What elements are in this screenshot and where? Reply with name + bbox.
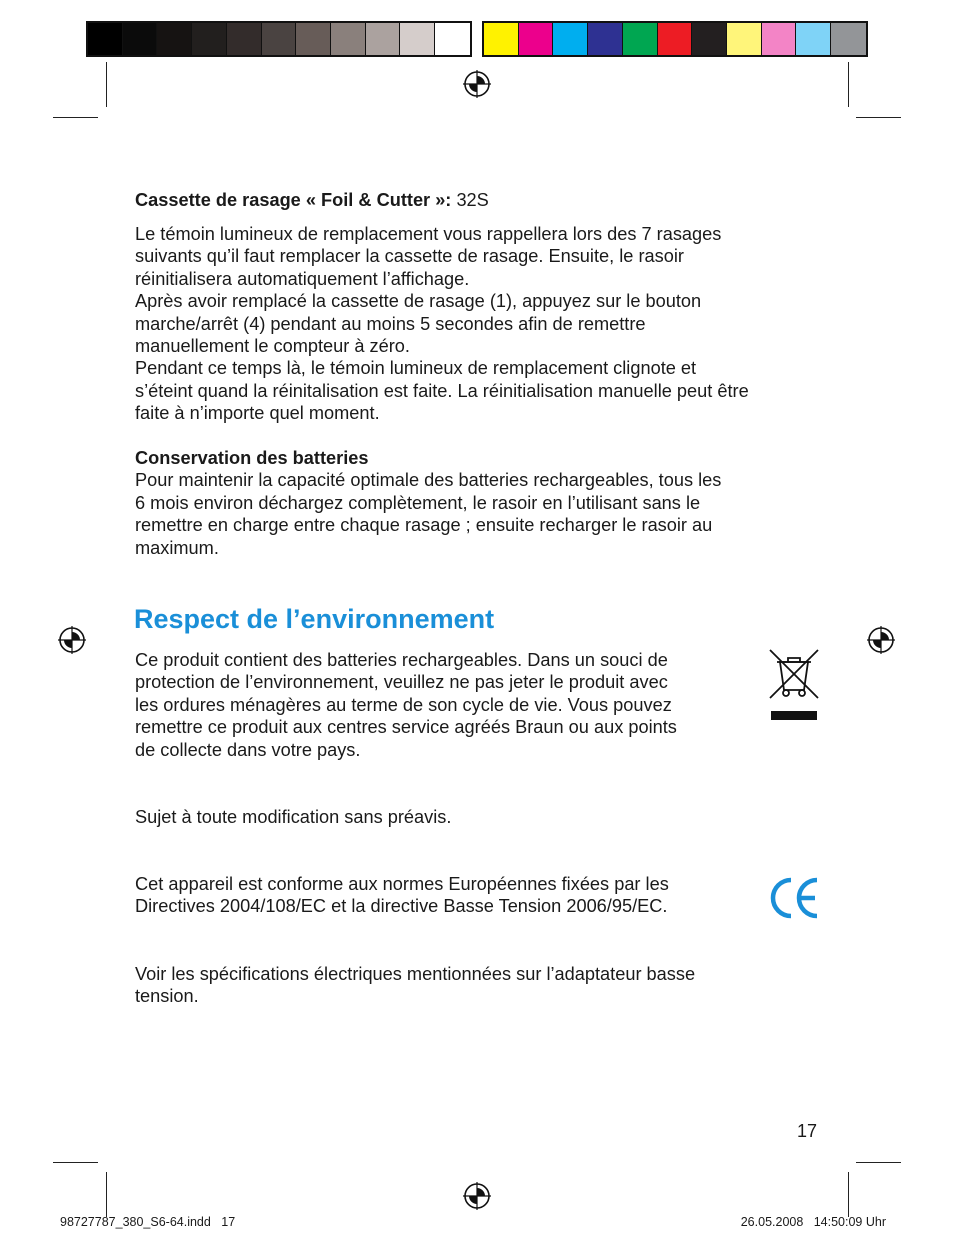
text-line: Pendant ce temps là, le témoin lumineux de remplacement clignote et (135, 358, 697, 379)
text-line: Le témoin lumineux de remplacement vous rappellera lors des 7 rasages (135, 224, 722, 244)
foil-cutter-title: Cassette de rasage « Foil & Cutter »: (135, 190, 452, 210)
color-swatch (831, 23, 866, 55)
color-swatch (762, 23, 797, 55)
text-line: maximum. (135, 537, 219, 558)
text-line: de collecte dans votre pays. (135, 739, 361, 760)
color-swatch (588, 23, 623, 55)
color-swatch (331, 23, 366, 55)
crop-mark (856, 1162, 901, 1163)
text-line: protection de l’environnement, veuillez ne pas jeter le produit avec (135, 672, 668, 693)
text-line: suivants qu’il faut remplacer la cassette de rasage. Ensuite, le rasoir (135, 246, 684, 267)
crop-mark (53, 117, 98, 118)
text-line: les ordures ménagères au terme de son cycle de vie. Vous pouvez (135, 694, 672, 715)
text-line: Ce produit contient des batteries rechargeables. Dans un souci de (135, 650, 668, 670)
text-line: réinitialisera automatiquement l’affichage. (135, 268, 470, 289)
conformity-paragraph (135, 873, 745, 918)
color-swatch (157, 23, 192, 55)
color-swatch (484, 23, 519, 55)
crop-mark (106, 1172, 107, 1217)
crop-mark (848, 62, 849, 107)
environment-heading: Respect de l’environnement (134, 604, 495, 634)
foil-cutter-code: 32S (456, 190, 489, 210)
registration-mark-icon (866, 625, 896, 655)
color-swatch (88, 23, 123, 55)
registration-mark-icon (462, 1181, 492, 1211)
process-color-bar (482, 21, 868, 57)
text-line: Cet appareil est conforme aux normes Européennes fixées par les (135, 874, 669, 894)
text-line: remettre ce produit aux centres service agréés Braun ou aux points (135, 717, 677, 738)
batteries-section (135, 447, 825, 559)
color-swatch (519, 23, 554, 55)
text-line: remettre en charge entre chaque rasage ; ensuite recharger le rasoir au (135, 515, 713, 536)
text-line: s’éteint quand la réinitalisation est faite. La réinitialisation manuelle peut être (135, 380, 749, 401)
color-swatch (400, 23, 435, 55)
color-swatch (553, 23, 588, 55)
color-swatch (692, 23, 727, 55)
registration-mark-icon (462, 69, 492, 99)
grayscale-color-bar (86, 21, 472, 57)
crossed-out-wheelie-bin-icon (768, 648, 820, 722)
environment-paragraph (135, 649, 745, 761)
text-line: manuellement le compteur à zéro. (135, 336, 410, 357)
text-line: faite à n’importe quel moment. (135, 403, 380, 424)
crop-mark (106, 62, 107, 107)
crop-mark (848, 1172, 849, 1217)
color-swatch (435, 23, 470, 55)
color-swatch (262, 23, 297, 55)
color-swatch (796, 23, 831, 55)
batteries-title: Conservation des batteries (135, 448, 369, 468)
electrical-paragraph (135, 963, 825, 1008)
reset-paragraph (135, 223, 825, 425)
footer-filename: 98727787_380_S6-64.indd 17 (60, 1215, 236, 1229)
text-line: tension. (135, 986, 199, 1007)
color-swatch (123, 23, 158, 55)
color-swatch (227, 23, 262, 55)
ce-mark-icon (768, 875, 822, 921)
text-line: Voir les spécifications électriques mentionnées sur l’adaptateur basse (135, 964, 696, 984)
text-line: 6 mois environ déchargez complètement, le rasoir en l’utilisant sans le (135, 492, 701, 513)
crop-mark (856, 117, 901, 118)
foil-cutter-line (135, 189, 825, 211)
color-swatch (296, 23, 331, 55)
text-line: Pour maintenir la capacité optimale des batteries rechargeables, tous les (135, 470, 722, 491)
color-swatch (658, 23, 693, 55)
color-swatch (192, 23, 227, 55)
text-line: marche/arrêt (4) pendant au moins 5 secondes afin de remettre (135, 313, 646, 334)
page-number: 17 (797, 1121, 818, 1141)
text-line: Directives 2004/108/EC et la directive Basse Tension 2006/95/EC. (135, 896, 668, 917)
crop-mark (53, 1162, 98, 1163)
color-swatch (623, 23, 658, 55)
footer-timestamp: 26.05.2008 14:50:09 Uhr (740, 1215, 886, 1229)
text-line: Après avoir remplacé la cassette de rasage (1), appuyez sur le bouton (135, 291, 702, 312)
change-notice: Sujet à toute modification sans préavis. (135, 807, 452, 827)
registration-mark-icon (57, 625, 87, 655)
color-swatch (366, 23, 401, 55)
color-swatch (727, 23, 762, 55)
